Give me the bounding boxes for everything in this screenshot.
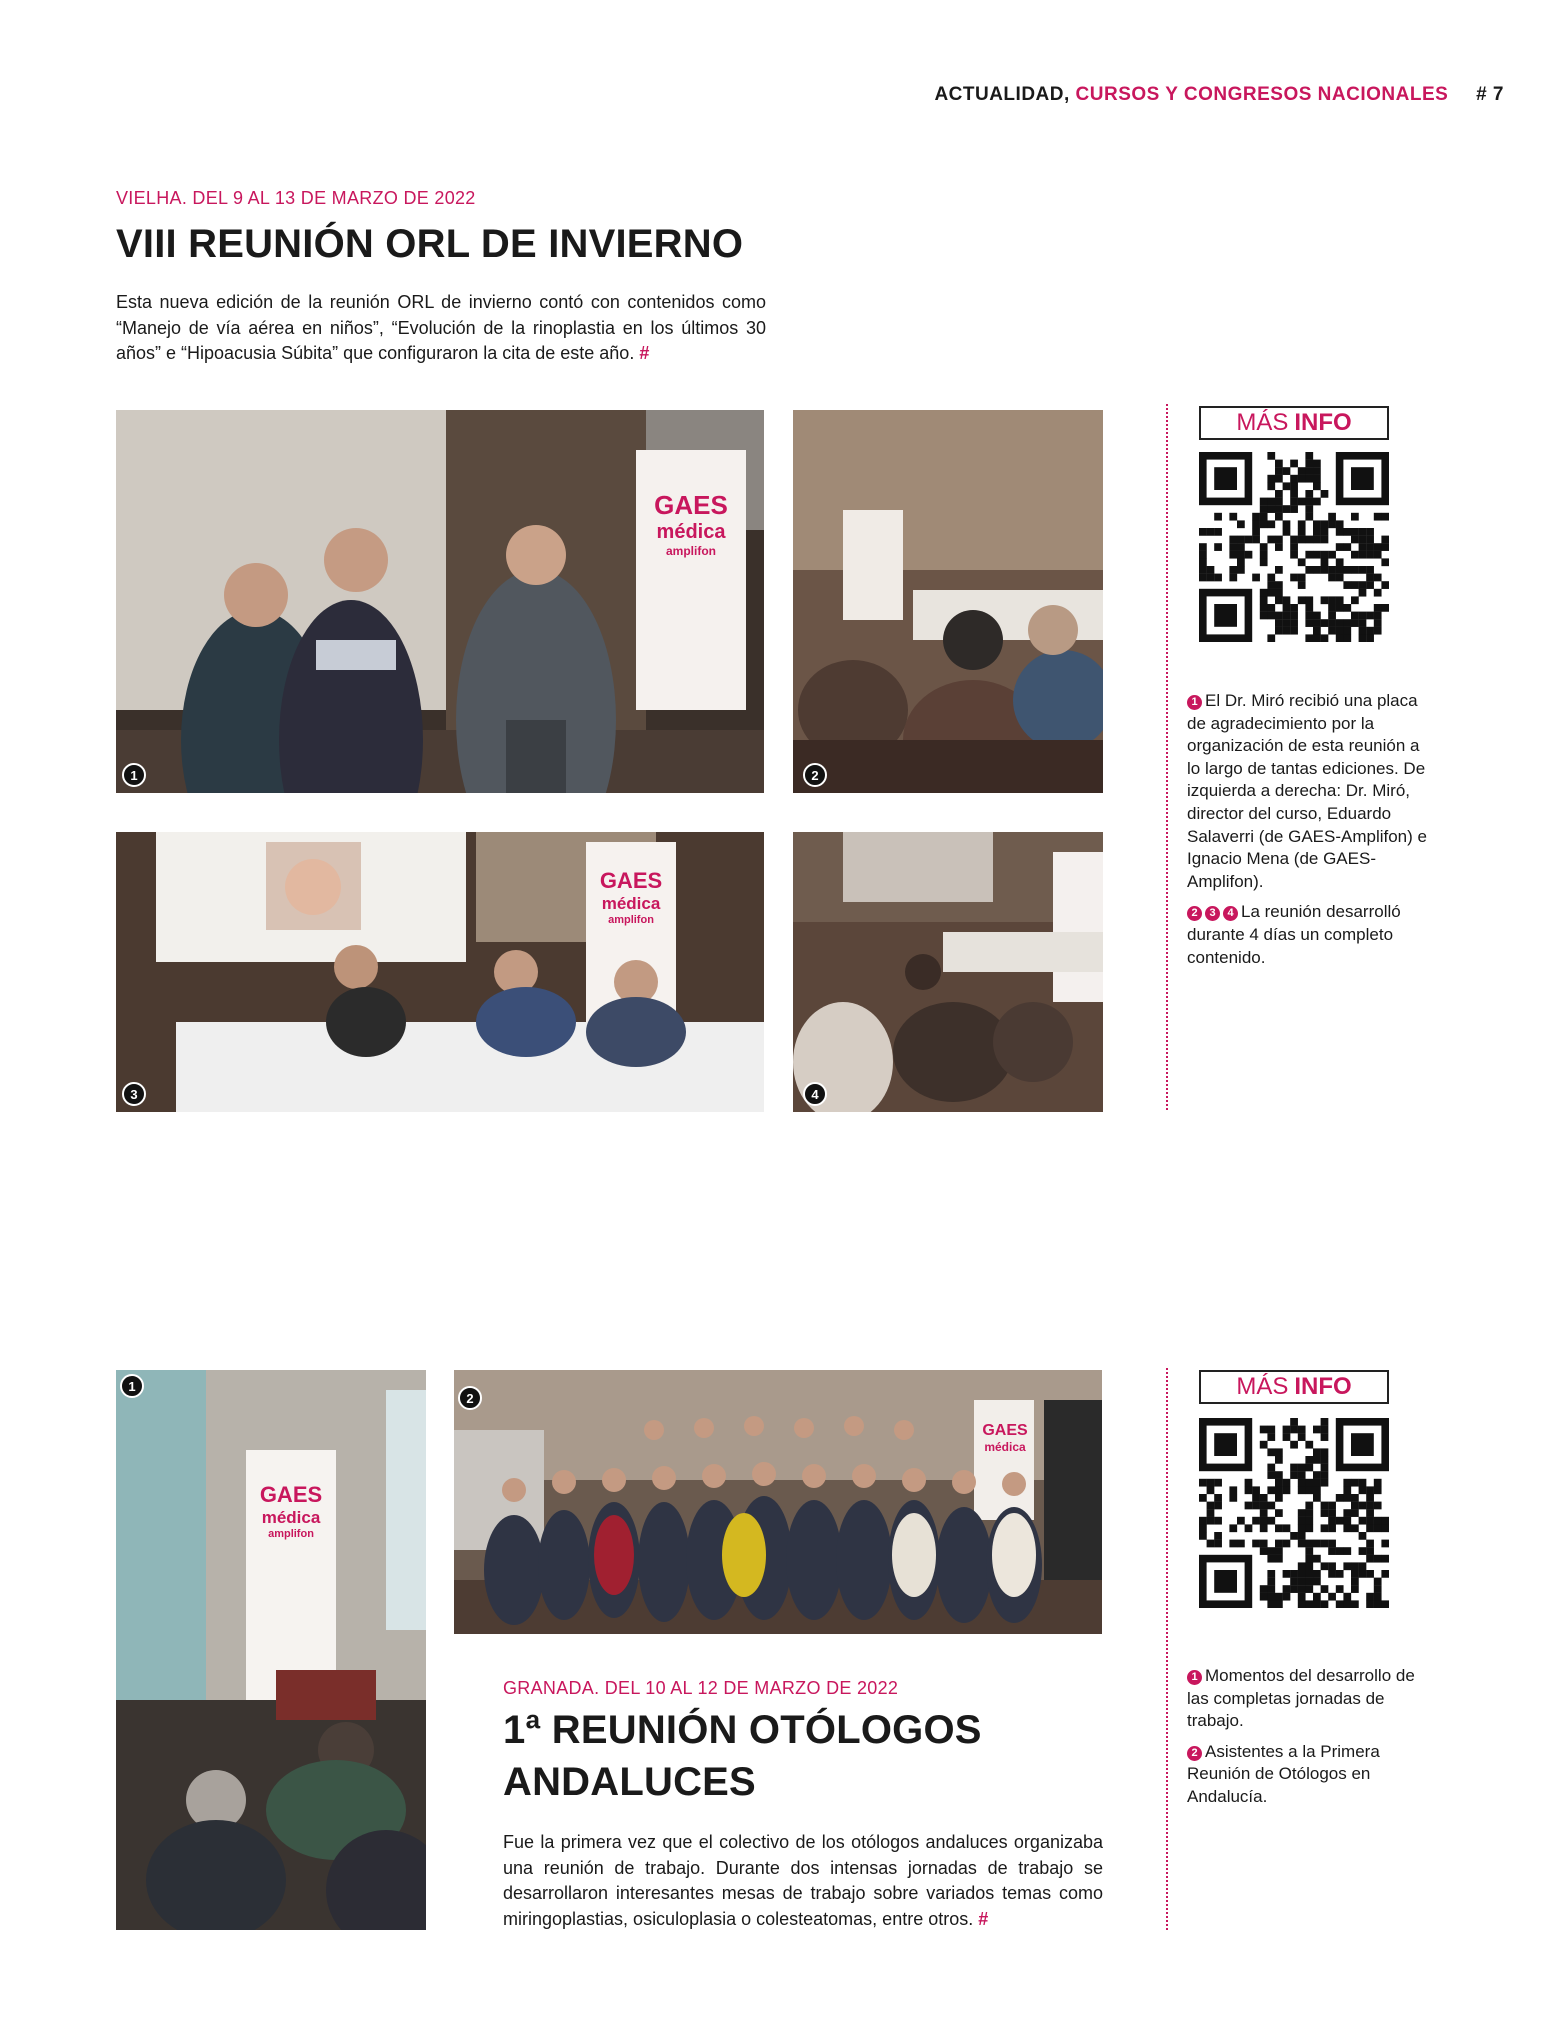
caption-text: La reunión desarrolló durante 4 días un completo contenido. [1187,902,1401,967]
photo-number-badge: 4 [803,1082,827,1106]
banner-logo [643,490,739,558]
photo-number-badge: 1 [120,1374,144,1398]
caption-item [1187,690,1437,893]
photo-number-badge: 2 [458,1386,482,1410]
article2-body [503,1830,1103,1933]
article1-body [116,290,766,367]
caption-text: Asistentes a la Primera Reunión de Otólogos en Andalucía. [1187,1741,1380,1807]
photo-number-badge: 1 [122,763,146,787]
section-label: ACTUALIDAD, [934,84,1070,105]
banner-logo-line1: GAES [982,1422,1028,1439]
article1-kicker: VIELHA. DEL 9 AL 13 DE MARZO DE 2022 [116,188,476,208]
qr-code-icon[interactable] [1199,1418,1389,1608]
mas-info-label: MÁS [1236,409,1289,436]
caption-item [1187,901,1437,969]
banner-logo [588,868,674,926]
caption-text: Momentos del desarrollo de las completas jornadas de trabajo. [1187,1666,1415,1731]
photo-audience-room [793,410,1103,793]
bullet-badge: 1 [1187,1670,1202,1685]
photo-group-attendees-image [454,1370,1102,1634]
qr-code-icon[interactable] [1199,452,1389,642]
banner-logo-line3: amplifon [268,1528,314,1540]
photo-audience-room-image [793,410,1103,793]
article2-body-text: Fue la primera vez que el colectivo de los otólogos andaluces organizaba una reunión de trabajo. Durante dos intensas jornadas de trabajo se desarrollaron interesantes mesas de trabajo sobre variados temas como miringoplastias, osiculoplasia o colesteatomas, entre otros. [503,1832,1103,1930]
bullet-badge: 2 [1187,906,1202,921]
article1-body-text: Esta nueva edición de la reunión ORL de invierno contó con contenidos como “Manejo de vía aérea en niños”, “Evolución de la rinoplastia en los últimos 30 años” e “Hipoacusia Súbita” que configuraron la cita de este año. [116,292,766,364]
banner-logo-line1: GAES [654,490,728,520]
bullet-badge: 1 [1187,695,1202,710]
article2-kicker: GRANADA. DEL 10 AL 12 DE MARZO DE 2022 [503,1678,899,1698]
sidebar-divider [1166,404,1168,1110]
photo-group-attendees [454,1370,1102,1634]
mas-info-box [1199,406,1389,440]
photo-session-room-image [793,832,1103,1112]
article2-title: 1ª REUNIÓN OTÓLOGOS ANDALUCES [503,1708,982,1804]
bullet-badge: 3 [1205,906,1220,921]
mas-info-bold: INFO [1294,1373,1352,1400]
page-header [934,84,1504,106]
photo-number-badge: 3 [122,1082,146,1106]
banner-logo [248,1482,334,1540]
banner-logo-line2: médica [656,521,726,543]
banner-logo-line3: amplifon [608,914,654,926]
article1-title: VIII REUNIÓN ORL DE INVIERNO [116,222,744,266]
banner-logo-line2: médica [601,894,661,913]
page-number: # 7 [1476,84,1504,105]
subsection-label: CURSOS Y CONGRESOS NACIONALES [1075,84,1449,105]
caption-text: El Dr. Miró recibió una placa de agradecimiento por la organización de esta reunión a lo largo de tantas ediciones. De izquierda a derecha: Dr. Miró, director del curso, Eduardo Salaverri (de GAES-Amplifon) e Ignacio Mena (de GAES-Amplifon). [1187,691,1427,891]
end-mark: # [978,1909,989,1930]
photo-session-room [793,832,1103,1112]
photo-award-ceremony-image [116,410,764,793]
end-mark: # [639,343,650,364]
banner-logo-line1: GAES [599,868,663,893]
photo-award-ceremony [116,410,764,793]
bullet-badge: 2 [1187,1746,1202,1761]
mas-info-bold: INFO [1294,409,1352,436]
photo-number-badge: 2 [803,763,827,787]
article2-captions [1187,1665,1437,1817]
caption-item [1187,1741,1437,1809]
photo-conference-audience [116,1370,426,1930]
banner-logo-line3: amplifon [666,544,716,558]
sidebar-divider [1166,1368,1168,1930]
caption-item [1187,1665,1437,1733]
photo-conference-audience-image [116,1370,426,1930]
article1-captions [1187,690,1437,977]
mas-info-label: MÁS [1236,1373,1289,1400]
banner-logo-line1: GAES [259,1482,323,1507]
banner-logo [980,1422,1030,1454]
bullet-badge: 4 [1223,906,1238,921]
photo-speakers-table [116,832,764,1112]
banner-logo-line2: médica [261,1508,321,1527]
mas-info-box [1199,1370,1389,1404]
banner-logo-line2: médica [984,1440,1026,1454]
